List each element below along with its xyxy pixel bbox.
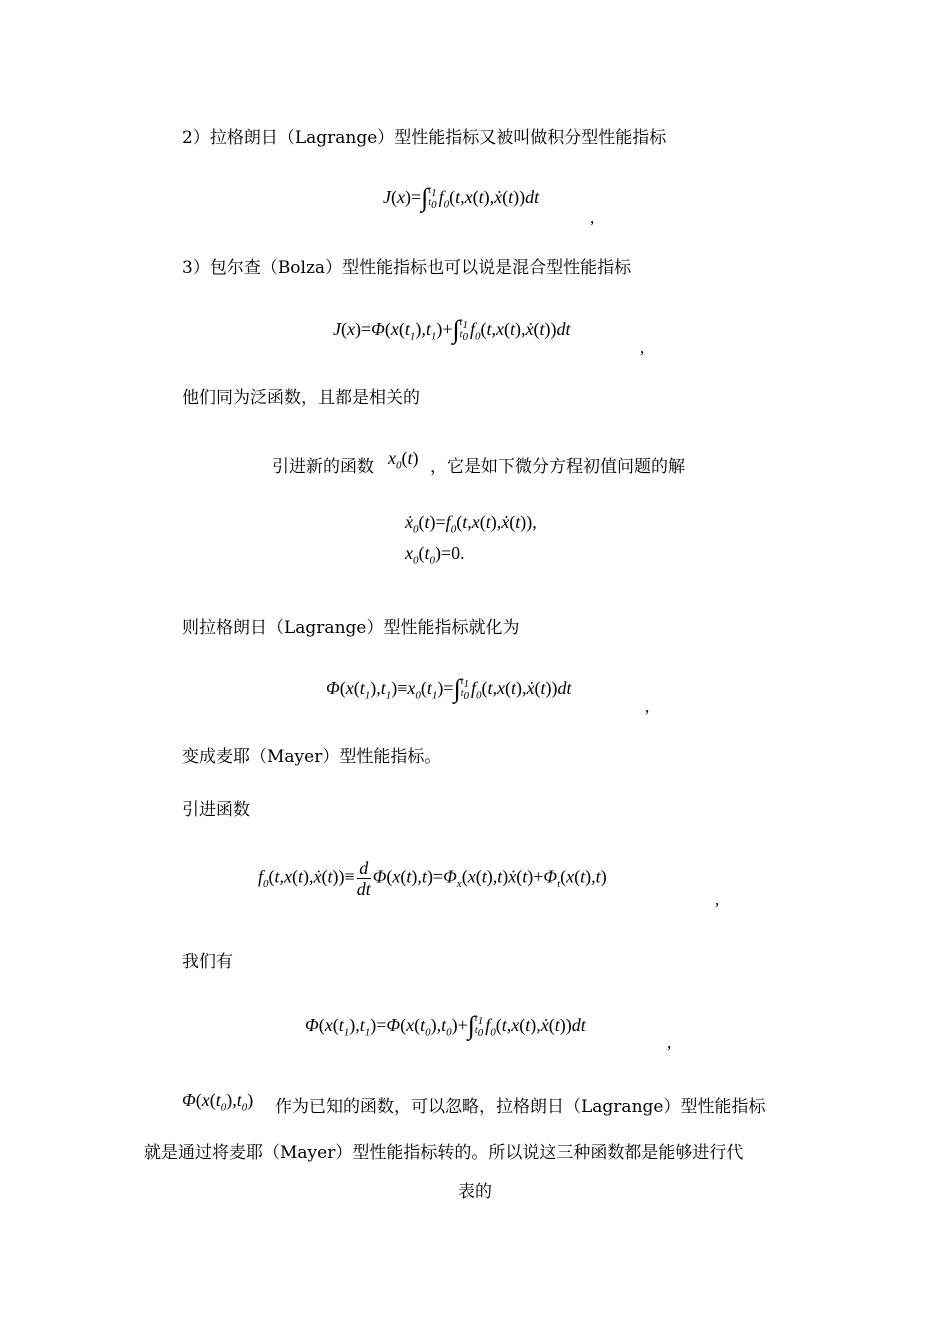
ode-equation: $ẋ_0(t)=f_0(t,x(t),ẋ(t))$,	[405, 512, 537, 536]
conclusion-line-2: 就是通过将麦耶（Mayer）型性能指标转的。所以说这三种函数都是能够进行代	[144, 1143, 744, 1163]
introduce-prefix: 引进新的函数	[272, 457, 374, 477]
bolza-equation: $J(x)=\Phi(x(t_1),t_1)+\int$ $t_1$ $t_0$ $f_0(t,x(t),ẋ(t))dt$	[333, 315, 571, 344]
f0-derivative-equation: $f_0(t,x(t),ẋ(t))\equiv$ $\frac{d}{dt}$ $\Phi(x(t),t)=\Phi_x(x(t),t)ẋ(t)+\Phi_t(x(t),t)$	[258, 858, 607, 899]
bolza-heading: 3）包尔查（Bolza）型性能指标也可以说是混合型性能指标	[182, 258, 632, 278]
mayer-equivalence-comma: ,	[645, 697, 650, 716]
becomes-mayer: 变成麦耶（Mayer）型性能指标。	[182, 747, 442, 767]
then-lagrange: 则拉格朗日（Lagrange）型性能指标就化为	[182, 618, 520, 638]
phi-integral-comma: ,	[667, 1033, 672, 1052]
lagrange-heading: 2）拉格朗日（Lagrange）型性能指标又被叫做积分型性能指标	[182, 128, 667, 148]
mayer-equivalence-equation: $\Phi(x(t_1),t_1)\equiv x_0(t_1)=\int$ $t_1$ $t_0$ $f_0(t,x(t),ẋ(t))dt$	[326, 674, 572, 703]
initial-condition: $x_0(t_0)=0$.	[405, 543, 465, 567]
x0-symbol: $x_0(t)$	[388, 448, 419, 472]
introduce-suffix: ，它是如下微分方程初值问题的解	[430, 457, 685, 477]
conclusion-line-3: 表的	[458, 1182, 492, 1202]
introduce-function: 引进函数	[182, 800, 250, 820]
f0-derivative-comma: ,	[715, 890, 720, 909]
phi-initial-symbol: $\Phi(x(t_0),t_0)$	[182, 1090, 254, 1114]
lagrange-equation-comma: ,	[590, 208, 595, 227]
we-have: 我们有	[182, 952, 233, 972]
functional-note: 他们同为泛函数，且都是相关的	[182, 388, 420, 408]
lagrange-equation: J(x)=∫ $t_1$ $t_0$ $f_0(t,x(t),ẋ(t))dt$	[383, 183, 540, 212]
conclusion-line-1: 作为已知的函数，可以忽略，拉格朗日（Lagrange）型性能指标	[275, 1097, 766, 1117]
bolza-equation-comma: ,	[640, 338, 645, 357]
phi-integral-equation: $\Phi(x(t_1),t_1)=\Phi(x(t_0),t_0)+\int$ $t_1$ $t_0$ $f_0(t,x(t),ẋ(t))dt$	[305, 1011, 586, 1040]
